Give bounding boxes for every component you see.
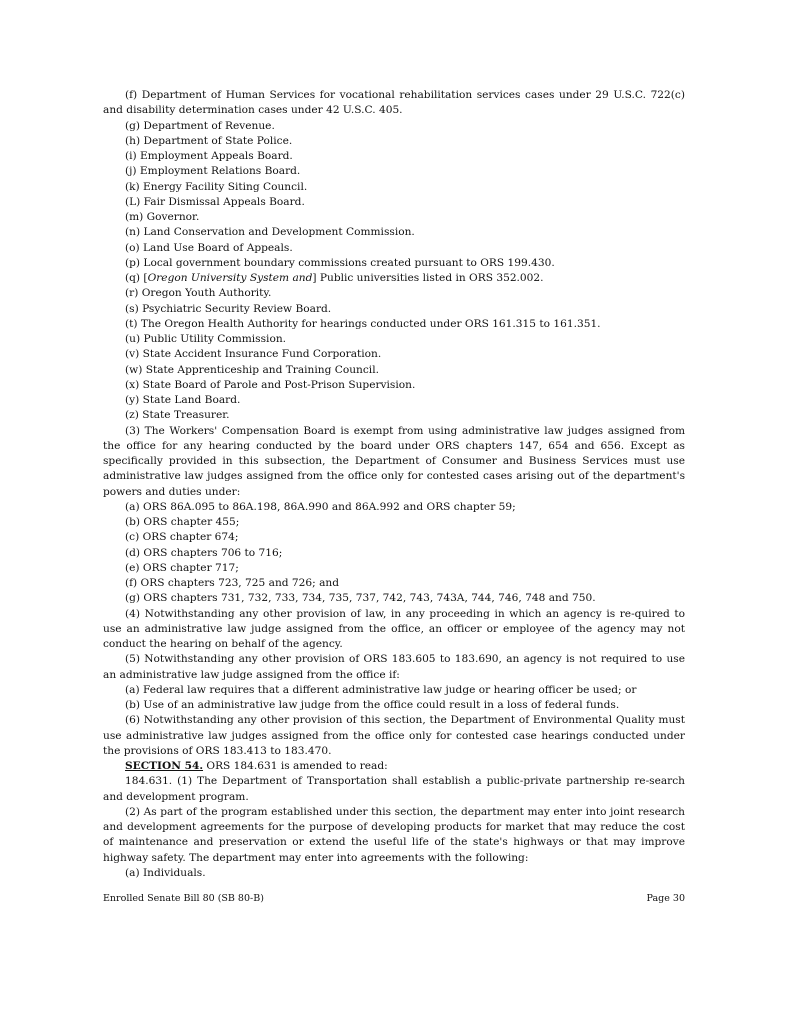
item-3a: (a) ORS 86A.095 to 86A.198, 86A.990 and 86A.992 and ORS chapter 59; — [125, 500, 516, 513]
item-y: (y) State Land Board. — [125, 394, 241, 406]
paragraph-5: (5) Notwithstanding any other provision of ORS 183.605 to 183.690, an agency is not required to use an administrative law judge assigned from the office if: — [103, 653, 685, 681]
item-r: (r) Oregon Youth Authority. — [125, 287, 272, 300]
item-x: (x) State Board of Parole and Post-Prison Supervision. — [125, 378, 416, 391]
item-3c: (c) ORS chapter 674; — [125, 531, 239, 544]
section-heading — [103, 759, 685, 774]
item-v: (v) State Accident Insurance Fund Corporation. — [125, 348, 382, 361]
paragraph-3: (3) The Workers' Compensation Board is exempt from using administrative law judges assigned from the office for any hearing conducted by the board under ORS chapters 147, 654 and 656. Except as specifically provided in this subsection, the Department of Consumer and Business Services must use administrative law judges assigned from the office only for contested cases arising out of the department's powers and duties under: — [103, 424, 685, 498]
item-3d: (d) ORS chapters 706 to 716; — [125, 546, 283, 559]
item-5a: (a) Federal law requires that a different administrative law judge or hearing officer be used; or — [125, 683, 637, 696]
section-label: SECTION 54. — [125, 760, 204, 772]
item-3b: (b) ORS chapter 455; — [125, 516, 240, 528]
item-f: (f) Department of Human Services for vocational rehabilitation services cases under 29 U.S.C. 722(c) and disability determination cases under 42 U.S.C. 405. — [103, 89, 685, 117]
item-p: (p) Local government boundary commissions created pursuant to ORS 199.430. — [125, 256, 555, 269]
paragraph-2: (2) As part of the program established under this section, the department may enter into joint research and development agreements for the purpose of developing products for market that may reduce the cost of maintenance and preservation or extend the useful life of the state's highways or that may improve highway safety. The department may enter into agreements with the following: — [103, 805, 685, 864]
item-q-prefix: (q) [ — [125, 272, 148, 284]
item-w: (w) State Apprenticeship and Training Council. — [125, 363, 379, 376]
item-m: (m) Governor. — [125, 211, 200, 223]
document-body — [103, 88, 685, 881]
section-text: ORS 184.631 is amended to read: — [203, 760, 388, 772]
item-k: (k) Energy Facility Siting Council. — [125, 180, 308, 193]
paragraph-4: (4) Notwithstanding any other provision of law, in any proceeding in which an agency is re-quired to use an administrative law judge assigned from the office, an officer or employee of the agency may not conduct the hearing on behalf of the agency. — [103, 607, 685, 650]
item-3f: (f) ORS chapters 723, 725 and 726; and — [125, 577, 339, 589]
item-q-deleted-text: Oregon University System and — [147, 272, 313, 284]
item-g: (g) Department of Revenue. — [125, 119, 275, 132]
item-3g: (g) ORS chapters 731, 732, 733, 734, 735, 737, 742, 743, 743A, 744, 746, 748 and 750. — [125, 592, 596, 605]
item-q — [103, 271, 685, 286]
item-t: (t) The Oregon Health Authority for hearings conducted under ORS 161.315 to 161.351. — [125, 317, 601, 330]
item-3e: (e) ORS chapter 717; — [125, 561, 239, 574]
item-l: (L) Fair Dismissal Appeals Board. — [125, 195, 305, 208]
footer-bill-title: Enrolled Senate Bill 80 (SB 80-B) — [103, 893, 264, 904]
item-s: (s) Psychiatric Security Review Board. — [125, 302, 332, 315]
item-n: (n) Land Conservation and Development Commission. — [125, 226, 415, 239]
item-z: (z) State Treasurer. — [125, 409, 230, 422]
paragraph-6: (6) Notwithstanding any other provision of this section, the Department of Environmental Quality must use administrative law judges assigned from the office only for contested case hearings conducted under the provisions of ORS 183.413 to 183.470. — [103, 714, 685, 757]
page-footer — [103, 893, 685, 905]
item-2a: (a) Individuals. — [125, 866, 206, 879]
item-i: (i) Employment Appeals Board. — [125, 150, 293, 162]
item-j: (j) Employment Relations Board. — [125, 165, 301, 178]
paragraph-184631: 184.631. (1) The Department of Transportation shall establish a public-private partnership re-search and development program. — [103, 775, 685, 803]
item-h: (h) Department of State Police. — [125, 134, 293, 147]
item-u: (u) Public Utility Commission. — [125, 333, 287, 345]
item-o: (o) Land Use Board of Appeals. — [125, 241, 293, 254]
item-5b: (b) Use of an administrative law judge from the office could result in a loss of federal funds. — [125, 699, 620, 711]
item-q-suffix: ] Public universities listed in ORS 352.002. — [312, 272, 544, 284]
footer-page-number: Page 30 — [646, 893, 685, 904]
